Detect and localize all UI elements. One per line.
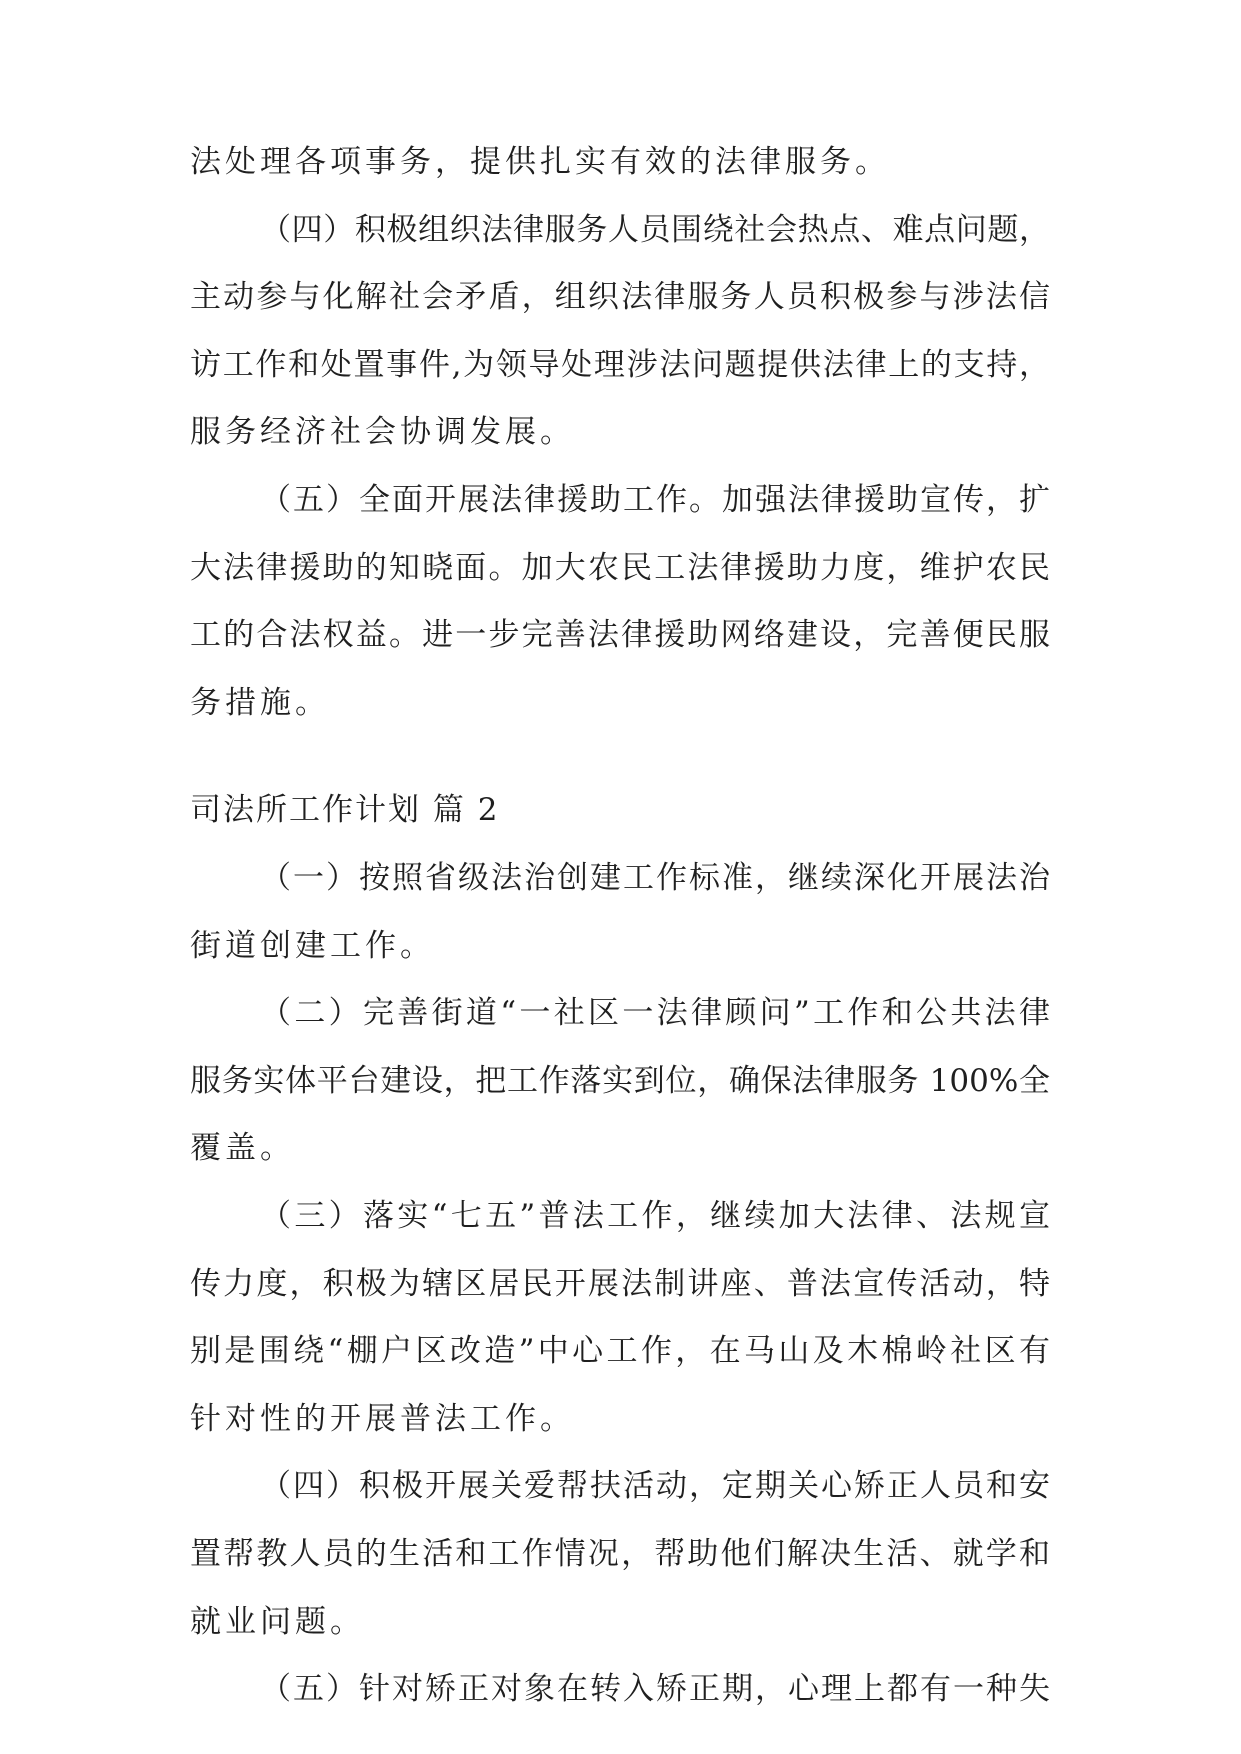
paragraph-line: 置帮教人员的生活和工作情况，帮助他们解决生活、就学和 — [190, 1536, 1050, 1572]
paragraph-line: 别是围绕“棚户区改造”中心工作，在马山及木棉岭社区有 — [190, 1333, 1050, 1369]
paragraph-line: （五）全面开展法律援助工作。加强法律援助宣传，扩 — [260, 482, 1050, 518]
paragraph-line: （四）积极组织法律服务人员围绕社会热点、难点问题， — [260, 212, 1050, 248]
paragraph-line: 大法律援助的知晓面。加大农民工法律援助力度，维护农民 — [190, 550, 1050, 586]
paragraph-line: 服务实体平台建设，把工作落实到位，确保法律服务 100%全 — [190, 1063, 1050, 1099]
paragraph-line: （二）完善街道“一社区一法律顾问”工作和公共法律 — [260, 995, 1050, 1031]
paragraph-line: 传力度，积极为辖区居民开展法制讲座、普法宣传活动，特 — [190, 1266, 1050, 1302]
paragraph-line: （三）落实“七五”普法工作，继续加大法律、法规宣 — [260, 1198, 1050, 1234]
paragraph-line: 针对性的开展普法工作。 — [190, 1401, 575, 1437]
paragraph-line: （五）针对矫正对象在转入矫正期，心理上都有一种失 — [260, 1671, 1050, 1707]
paragraph-line: 就业问题。 — [190, 1604, 365, 1640]
paragraph-line: 法处理各项事务，提供扎实有效的法律服务。 — [190, 144, 890, 180]
paragraph-line: 街道创建工作。 — [190, 928, 435, 964]
paragraph-line: 工的合法权益。进一步完善法律援助网络建设，完善便民服 — [190, 617, 1050, 653]
section-heading: 司法所工作计划 篇 2 — [190, 792, 500, 828]
paragraph-line: 服务经济社会协调发展。 — [190, 414, 575, 450]
paragraph-line: 务措施。 — [190, 685, 330, 721]
paragraph-line: 主动参与化解社会矛盾，组织法律服务人员积极参与涉法信 — [190, 279, 1050, 315]
paragraph-line: （一）按照省级法治创建工作标准，继续深化开展法治 — [260, 860, 1050, 896]
paragraph-line: 覆盖。 — [190, 1130, 295, 1166]
paragraph-line: 访工作和处置事件,为领导处理涉法问题提供法律上的支持， — [190, 347, 1050, 383]
paragraph-line: （四）积极开展关爱帮扶活动，定期关心矫正人员和安 — [260, 1468, 1050, 1504]
